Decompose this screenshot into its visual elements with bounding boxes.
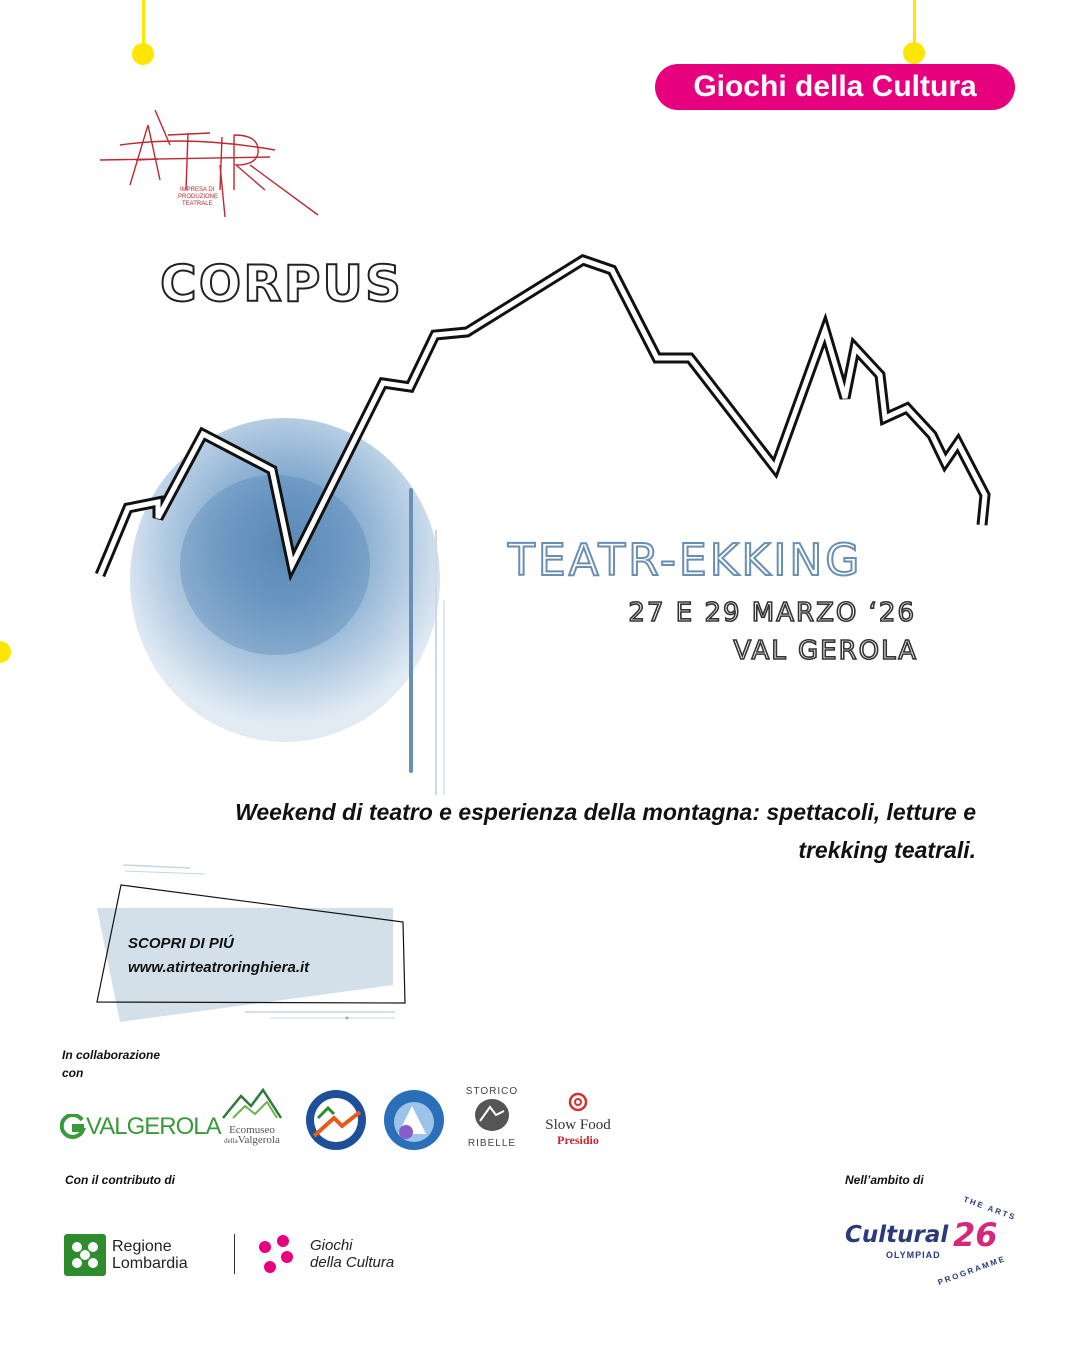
ribelle-text: RIBELLE	[467, 1138, 517, 1149]
collaboration-label-line-2: con	[62, 1066, 84, 1080]
ecomuseo-text-3: Valgerola	[237, 1134, 280, 1146]
giochi-text-1: Giochi	[310, 1237, 353, 1254]
lombardia-rose-icon	[64, 1234, 106, 1276]
olympiad-text: OLYMPIAD	[886, 1250, 941, 1260]
poster-title: CORPUS	[160, 255, 403, 313]
storico-text: STORICO	[465, 1086, 519, 1097]
yellow-line-left	[142, 0, 145, 48]
atir-subtitle-1: IMPRESA DI	[180, 187, 215, 193]
parco-orobie-badge-icon	[304, 1088, 368, 1152]
regione-lombardia-logo	[64, 1234, 188, 1276]
cta-card[interactable]	[95, 860, 415, 1030]
tagline-line-1: Weekend di teatro e esperienza della montagna: spettacoli, letture e	[235, 799, 976, 825]
atir-logo	[100, 105, 330, 220]
ecomuseo-logo	[212, 1088, 292, 1150]
tagline-line-2: trekking teatrali.	[798, 837, 976, 863]
cta-label: SCOPRI DI PIÚ	[128, 935, 234, 952]
cta-url-link[interactable]: www.atirteatroringhiera.it	[128, 959, 310, 976]
cultural-olympiad-logo	[840, 1194, 1025, 1295]
atir-subtitle-2: PRODUZIONE	[178, 194, 219, 200]
valgerola-logo	[60, 1112, 221, 1142]
yellow-dot-right	[903, 42, 925, 64]
giochi-text-2: della Cultura	[310, 1254, 395, 1271]
atir-subtitle-3: TEATRALE	[182, 201, 213, 207]
slow-food-logo	[532, 1092, 624, 1147]
slow-food-text: Slow Food	[545, 1117, 611, 1133]
programme-text: PROGRAMME	[936, 1253, 1008, 1288]
collaboration-label-line-1: In collaborazione	[62, 1048, 161, 1062]
magenta-dots-icon	[256, 1233, 296, 1275]
regione-text-2: Lombardia	[112, 1255, 188, 1272]
snail-icon	[567, 1092, 589, 1112]
storico-shield-icon	[472, 1097, 512, 1133]
ecomuseo-text-1: Ecomuseo	[229, 1124, 275, 1136]
valgerola-text: VALGEROLA	[86, 1113, 221, 1140]
yellow-dot-left	[132, 43, 154, 65]
poster-subtitle: TEATR-EKKING	[508, 535, 863, 586]
event-dates: 27 E 29 MARZO ‘26	[628, 598, 916, 628]
ambito-label: Nell’ambito di	[845, 1173, 924, 1187]
storico-ribelle-logo	[464, 1086, 520, 1149]
valgerola-g-icon	[60, 1114, 86, 1140]
giochi-cultura-logo	[256, 1233, 394, 1275]
cultural-text: Cultural	[845, 1222, 949, 1248]
atir-scribble-icon	[100, 105, 330, 220]
yellow-line-right	[913, 0, 916, 48]
giochi-della-cultura-badge: Giochi della Cultura	[655, 64, 1015, 110]
logo-divider	[234, 1234, 235, 1274]
regione-text-1: Regione	[112, 1238, 172, 1255]
the-arts-text: THE ARTS	[962, 1194, 1018, 1223]
event-location: VAL GEROLA	[733, 636, 918, 666]
ecomuseo-text-2: della	[224, 1137, 238, 1145]
orobie-trekking-badge-icon	[382, 1088, 446, 1152]
tagline	[76, 793, 976, 869]
ecomuseo-mountain-icon	[221, 1088, 283, 1122]
mountain-ridge-icon	[0, 240, 1080, 660]
olympiad-number: 26	[953, 1216, 998, 1254]
collaboration-label	[62, 1046, 160, 1082]
presidio-text: Presidio	[557, 1133, 599, 1147]
contribution-label: Con il contributo di	[65, 1173, 175, 1187]
